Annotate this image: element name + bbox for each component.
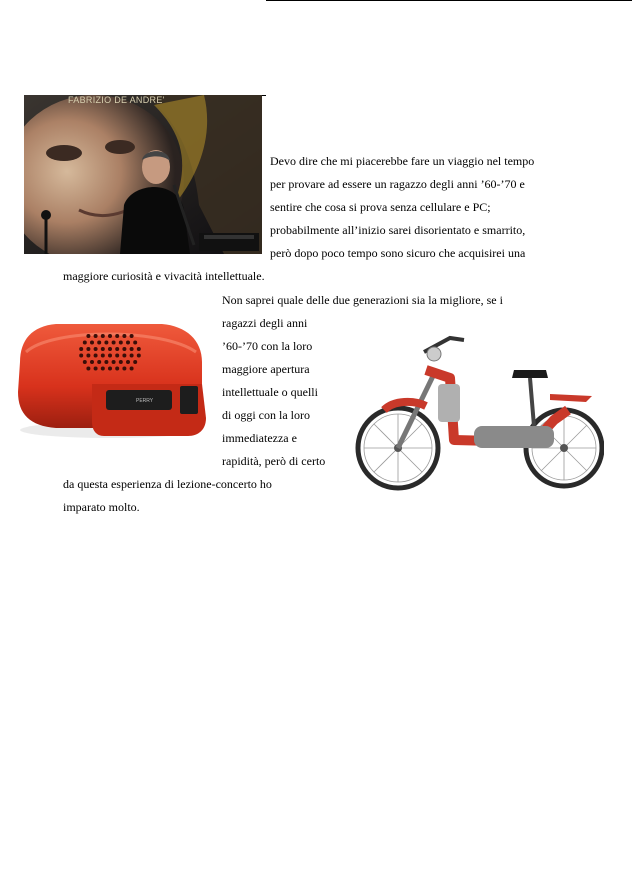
paragraph1-line: per provare ad essere un ragazzo degli anni ’60-’70 e	[270, 177, 525, 191]
radio-grille-dot	[126, 341, 130, 345]
radio-grille-dot	[122, 354, 126, 358]
paragraph2-line: ragazzi degli anni	[222, 316, 308, 330]
paragraph1-line: maggiore curiosità e vivacità intellettuale.	[63, 269, 265, 283]
radio-grille-dot	[133, 341, 137, 345]
photo-overlay-text: FABRIZIO DE ANDRE'	[68, 95, 165, 105]
radio-grille-dot	[101, 354, 105, 358]
paragraph2-line: da questa esperienza di lezione-concerto ho	[63, 477, 272, 491]
radio-grille-dot	[94, 334, 98, 338]
radio-grille-dot	[112, 341, 116, 345]
radio-grille-dot	[90, 341, 94, 345]
radio-grille-dot	[86, 334, 90, 338]
radio-grille-dot	[133, 360, 137, 364]
radio-grille-dot	[101, 347, 105, 351]
radio-grille-dot	[122, 347, 126, 351]
radio-grille-dot	[94, 354, 98, 358]
radio-grille-dot	[94, 347, 98, 351]
radio-grille-dot	[108, 347, 112, 351]
radio-grille-dot	[86, 354, 90, 358]
radio-grille-dot	[112, 360, 116, 364]
radio-grille-dot	[97, 360, 101, 364]
paragraph1-line: però dopo poco tempo sono sicuro che acquisirei una	[270, 246, 526, 260]
radio-grille-dot	[122, 334, 126, 338]
radio-grille-dot	[83, 360, 87, 364]
paragraph2-line: rapidità, però di certo	[222, 454, 326, 468]
red-radio-image	[12, 322, 208, 442]
concert-photo-art	[24, 95, 262, 254]
top-rule	[266, 0, 632, 1]
paragraph2-line: immediatezza e	[222, 431, 297, 445]
radio-grille-dot	[83, 341, 87, 345]
paragraph2-line: ’60-’70 con la loro	[222, 339, 313, 353]
paragraph2-line: intellettuale o quelli	[222, 385, 318, 399]
radio-grille-dot	[115, 354, 119, 358]
radio-grille-dot	[108, 354, 112, 358]
radio-grille-dot	[137, 354, 141, 358]
radio-grille-dot	[115, 334, 119, 338]
radio-grille-dot	[101, 334, 105, 338]
radio-grille-dot	[97, 341, 101, 345]
radio-grille-dot	[119, 341, 123, 345]
radio-grille-dot	[101, 367, 105, 371]
radio-art	[12, 322, 208, 442]
moped-art	[354, 330, 604, 498]
radio-grille-dot	[115, 347, 119, 351]
radio-grille-dot	[104, 360, 108, 364]
radio-grille-dot	[119, 360, 123, 364]
radio-brand-label: PERRY	[136, 398, 154, 404]
radio-grille-dot	[137, 347, 141, 351]
radio-grille-dot	[130, 354, 134, 358]
radio-grille-dot	[94, 367, 98, 371]
radio-grille-dot	[86, 367, 90, 371]
radio-grille-dot	[104, 341, 108, 345]
paragraph2-line: maggiore apertura	[222, 362, 310, 376]
concert-photo	[24, 95, 262, 254]
radio-grille-dot	[79, 347, 83, 351]
radio-grille-dot	[126, 360, 130, 364]
radio-grille-dot	[90, 360, 94, 364]
radio-grille-dot	[79, 354, 83, 358]
radio-grille-dot	[130, 367, 134, 371]
paragraph1-line: Devo dire che mi piacerebbe fare un viaggio nel tempo	[270, 154, 535, 168]
paragraph2-line: imparato molto.	[63, 500, 140, 514]
radio-grille-dot	[130, 347, 134, 351]
moped-image	[354, 330, 604, 498]
photo-corner-mark	[262, 95, 266, 96]
radio-grille-dot	[130, 334, 134, 338]
paragraph2-line: Non saprei quale delle due generazioni sia la migliore, se i	[222, 293, 503, 307]
radio-grille-dot	[115, 367, 119, 371]
paragraph1-line: sentire che cosa si prova senza cellulare e PC;	[270, 200, 491, 214]
radio-grille-dot	[108, 367, 112, 371]
radio-grille-dot	[122, 367, 126, 371]
radio-grille-dot	[108, 334, 112, 338]
radio-grille-dot	[86, 347, 90, 351]
paragraph2-line: di oggi con la loro	[222, 408, 310, 422]
paragraph1-line: probabilmente all’inizio sarei disorientato e smarrito,	[270, 223, 526, 237]
